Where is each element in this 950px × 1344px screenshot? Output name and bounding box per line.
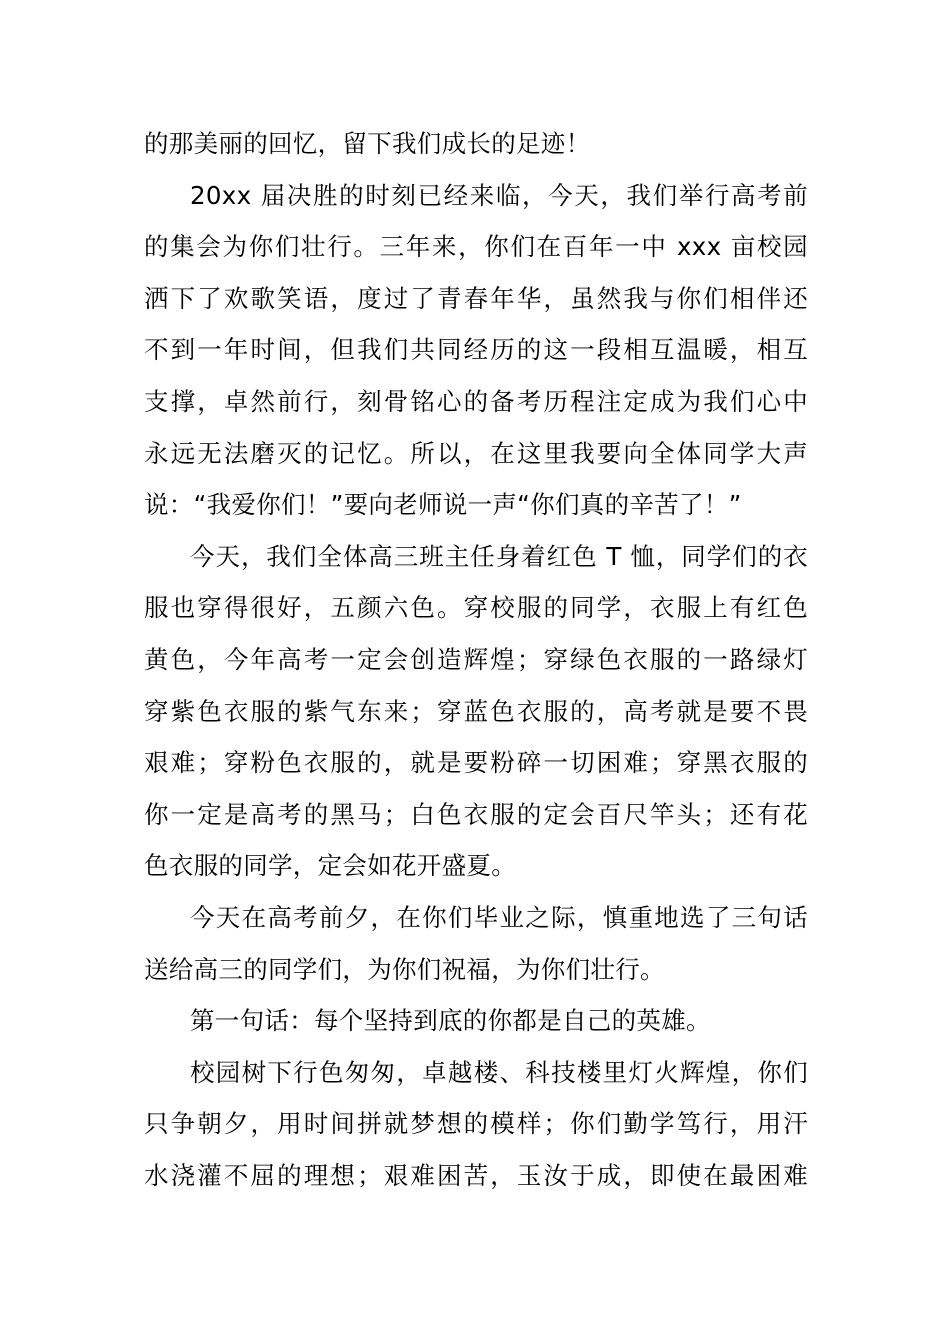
text-line: 20xx 届决胜的时刻已经来临，今天，我们举行高考前: [190, 180, 808, 210]
text-line: 校园树下行色匆匆，卓越楼、科技楼里灯火辉煌，你们: [190, 1057, 808, 1087]
text-line: 说：“我爱你们！”要向老师说一声“你们真的辛苦了！”: [144, 490, 742, 520]
text-line: 的集会为你们壮行。三年来，你们在百年一中 xxx 亩校园: [144, 232, 808, 262]
text-line: 支撑，卓然前行，刻骨铭心的备考历程注定成为我们心中: [144, 386, 808, 416]
text-line: 你一定是高考的黑马；白色衣服的定会百尺竿头；还有花: [144, 799, 808, 829]
text-line: 洒下了欢歌笑语，度过了青春年华，虽然我与你们相伴还: [144, 283, 808, 313]
body-text: [144, 118, 808, 1201]
text-line: 穿紫色衣服的紫气东来；穿蓝色衣服的，高考就是要不畏: [144, 696, 808, 726]
text-line: 的那美丽的回忆，留下我们成长的足迹！: [144, 129, 591, 158]
text-line: 水浇灌不屈的理想；艰难困苦，玉汝于成，即使在最困难: [144, 1160, 808, 1190]
text-line: 今天，我们全体高三班主任身着红色 T 恤，同学们的衣: [190, 541, 808, 571]
text-line: 今天在高考前夕，在你们毕业之际，慎重地选了三句话: [190, 902, 808, 932]
text-line: 艰难；穿粉色衣服的，就是要粉碎一切困难；穿黑衣服的: [144, 748, 808, 778]
text-line: 永远无法磨灭的记忆。所以，在这里我要向全体同学大声: [144, 438, 808, 468]
text-line: 黄色，今年高考一定会创造辉煌；穿绿色衣服的一路绿灯: [144, 644, 808, 674]
text-line: 不到一年时间，但我们共同经历的这一段相互温暖，相互: [144, 335, 808, 365]
text-line: 服也穿得很好，五颜六色。穿校服的同学，衣服上有红色: [144, 593, 808, 623]
text-line: 只争朝夕，用时间拼就梦想的模样；你们勤学笃行，用汗: [144, 1109, 808, 1139]
text-line: 送给高三的同学们，为你们祝福，为你们壮行。: [144, 954, 665, 984]
text-line: 第一句话：每个坚持到底的你都是自己的英雄。: [190, 1006, 711, 1036]
text-line: 色衣服的同学，定会如花开盛夏。: [144, 851, 516, 881]
